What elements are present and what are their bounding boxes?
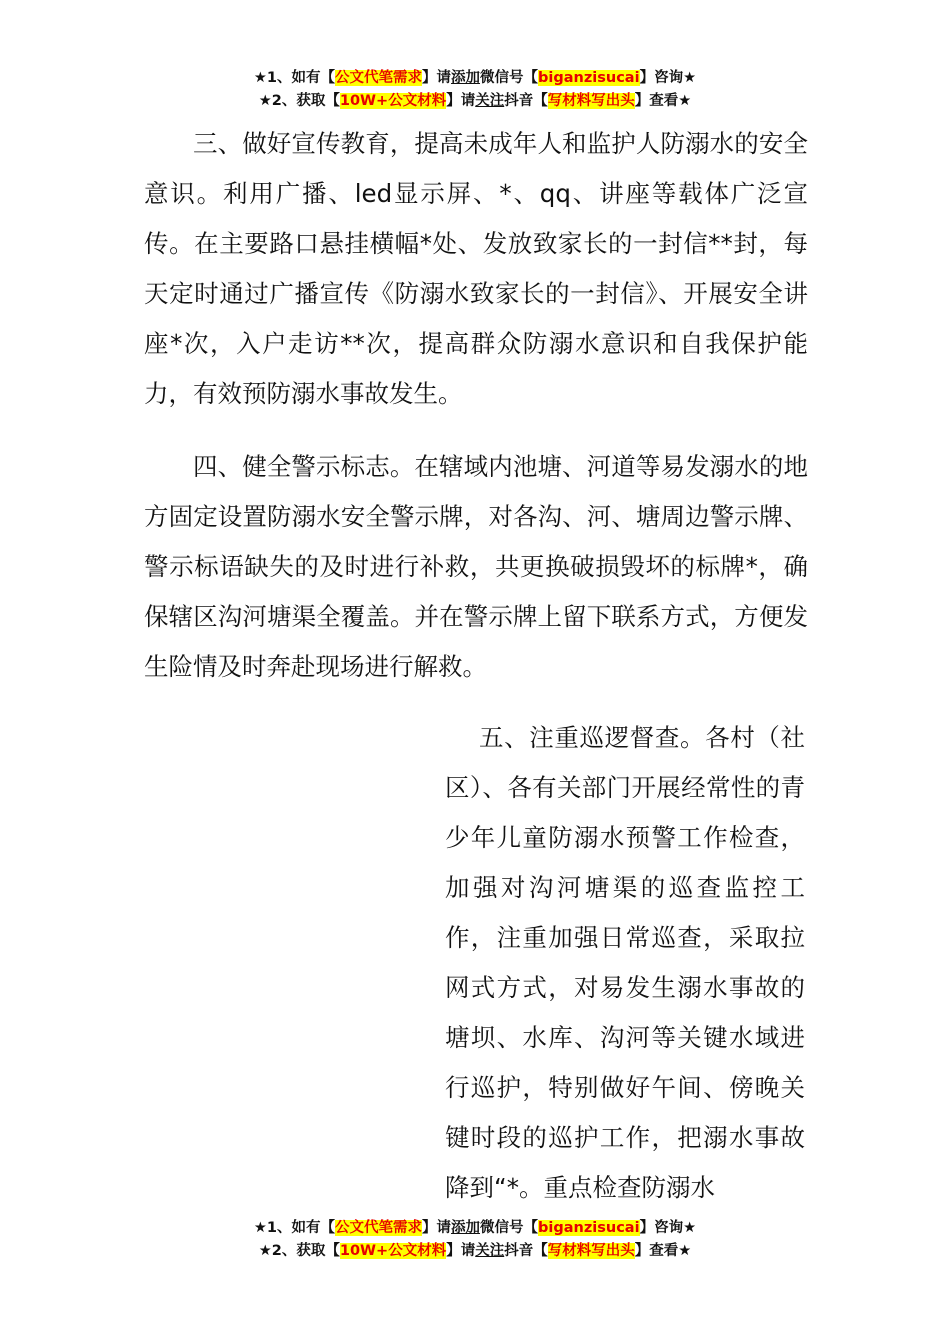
banner-text: 】请 xyxy=(446,93,476,109)
banner-text: 】咨询 xyxy=(639,1220,684,1236)
banner-underlined-text: 添加 xyxy=(451,1220,481,1236)
banner-underlined-text: 关注 xyxy=(475,93,505,109)
footer-banner-line-2 xyxy=(0,1240,950,1263)
banner-text: 1、如有【 xyxy=(266,1220,336,1236)
banner-text: 抖音【 xyxy=(504,93,548,109)
header-banner-line-2 xyxy=(0,90,950,113)
paragraph-warning-signs: 四、健全警示标志。在辖域内池塘、河道等易发溺水的地方固定设置防溺水安全警示牌，对各沟、河、塘周边警示牌、警示标语缺失的及时进行补救，共更换破损毁坏的标牌*，确保辖区沟河塘渠全覆盖。并在警示牌上留下联系方式，方便发生险情及时奔赴现场进行解救。 xyxy=(144,452,808,681)
banner-text: 微信号【 xyxy=(480,70,539,86)
star-icon: ★ xyxy=(678,93,692,109)
star-icon: ★ xyxy=(683,70,697,86)
highlight-service: 公文代笔需求 xyxy=(335,1220,423,1236)
highlight-douyin-account: 写材料写出头 xyxy=(547,93,635,109)
banner-text: 】咨询 xyxy=(639,70,684,86)
highlight-wechat-id: biganzisucai xyxy=(538,70,640,86)
banner-underlined-text: 关注 xyxy=(475,1243,505,1259)
banner-text: 】查看 xyxy=(634,1243,679,1259)
banner-text: 抖音【 xyxy=(504,1243,548,1259)
footer-banner-line-1 xyxy=(0,1217,950,1240)
star-icon: ★ xyxy=(678,1243,692,1259)
paragraph-publicity-education: 三、做好宣传教育，提高未成年人和监护人防溺水的安全意识。利用广播、led显示屏、*、qq、讲座等载体广泛宣传。在主要路口悬挂横幅*处、发放致家长的一封信**封，每天定时通过广播宣传《防溺水致家长的一封信》、开展安全讲座*次，入户走访**次，提高群众防溺水意识和自我保护能力，有效预防溺水事故发生。 xyxy=(144,129,808,408)
header-banner xyxy=(0,67,950,113)
star-icon: ★ xyxy=(683,1220,697,1236)
footer-banner xyxy=(0,1217,950,1263)
highlight-service: 公文代笔需求 xyxy=(335,70,423,86)
highlight-wechat-id: biganzisucai xyxy=(538,1220,640,1236)
star-icon: ★ xyxy=(258,93,272,109)
banner-text: 】请 xyxy=(422,70,452,86)
banner-text: 微信号【 xyxy=(480,1220,539,1236)
banner-text: 2、获取【 xyxy=(271,1243,340,1259)
paragraph-patrol-inspection: 五、注重巡逻督查。各村（社区）、各有关部门开展经常性的青少年儿童防溺水预警工作检查，加强对沟河塘渠的巡查监控工作，注重加强日常巡查，采取拉网式方式，对易发生溺水事故的塘坝、水库、沟河等关键水域进行巡护，特别做好午间、傍晚关键时段的巡护工作，把溺水事故降到“*。重点检查防溺水 xyxy=(445,723,805,1202)
star-icon: ★ xyxy=(253,70,267,86)
banner-text: 】查看 xyxy=(634,93,679,109)
highlight-materials: 10W+公文材料 xyxy=(339,1243,447,1259)
banner-text: 1、如有【 xyxy=(266,70,336,86)
star-icon: ★ xyxy=(258,1243,272,1259)
header-banner-line-1 xyxy=(0,67,950,90)
star-icon: ★ xyxy=(253,1220,267,1236)
highlight-materials: 10W+公文材料 xyxy=(339,93,447,109)
highlight-douyin-account: 写材料写出头 xyxy=(547,1243,635,1259)
banner-underlined-text: 添加 xyxy=(451,70,481,86)
banner-text: 】请 xyxy=(446,1243,476,1259)
banner-text: 】请 xyxy=(422,1220,452,1236)
banner-text: 2、获取【 xyxy=(271,93,340,109)
